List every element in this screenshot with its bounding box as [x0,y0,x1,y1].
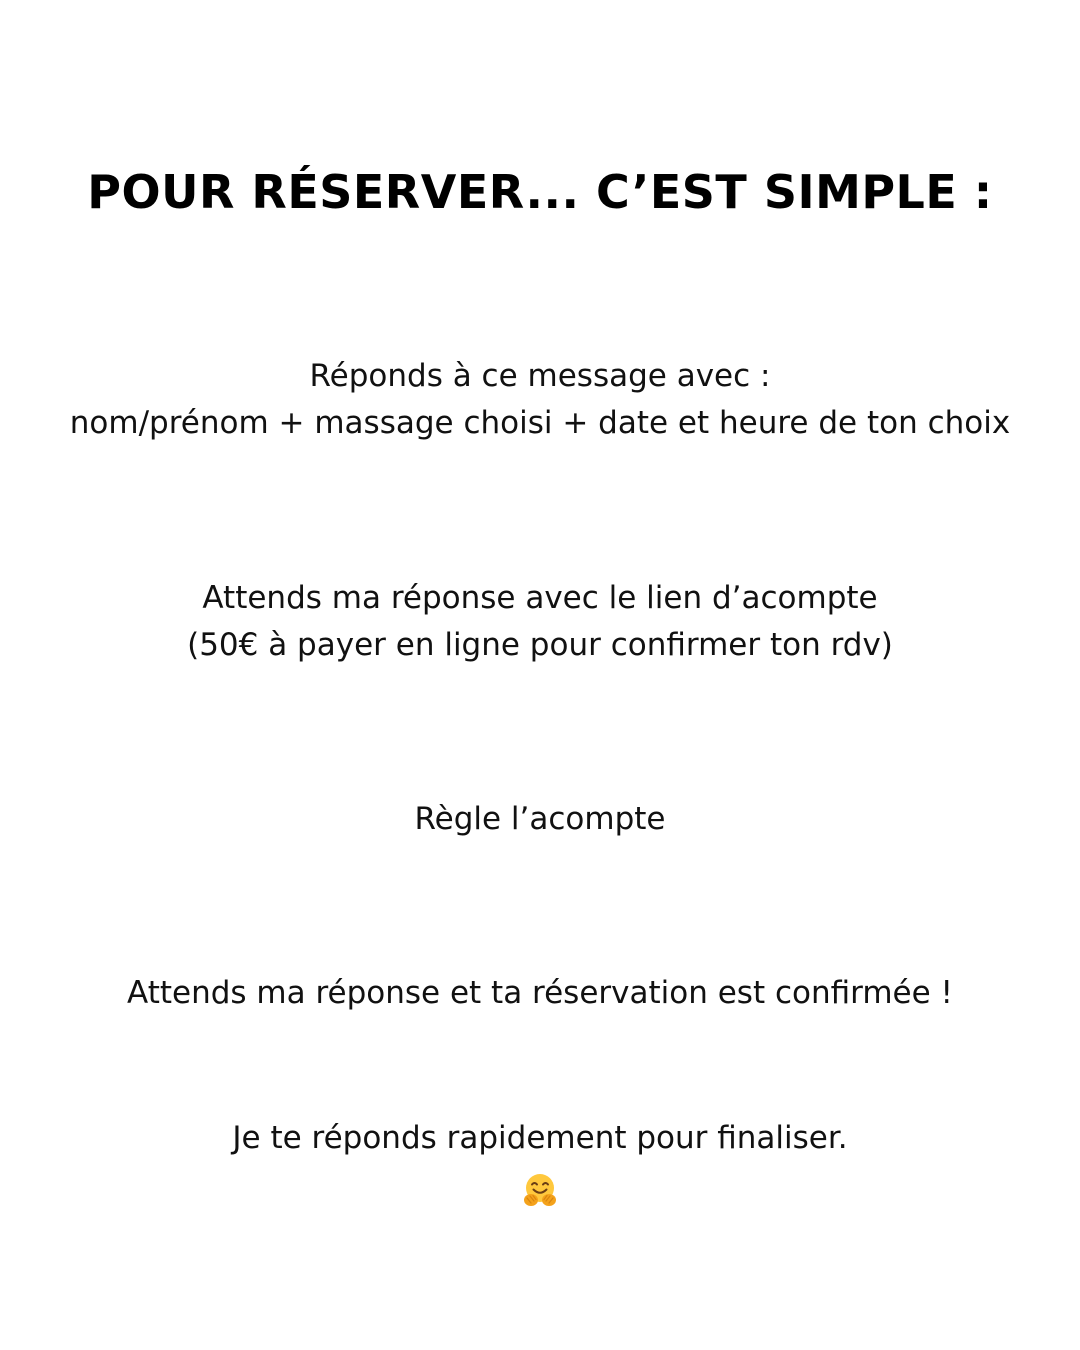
step-line: nom/prénom + massage choisi + date et heure de ton choix [69,405,1011,441]
page-title: POUR RÉSERVER... C’EST SIMPLE : [87,165,993,219]
step-wait-confirmation [0,970,1080,1017]
step-line: Règle l’acompte [414,801,666,837]
step-line: (50€ à payer en ligne pour confirmer ton rdv) [187,627,893,663]
hugging-face-icon [522,1172,558,1208]
closing-message [0,1115,1080,1208]
step-line: Attends ma réponse avec le lien d’acompte [202,580,878,616]
step-pay-deposit [0,796,1080,843]
step-line: Réponds à ce message avec : [309,358,771,394]
step-wait-deposit-link [0,575,1080,669]
closing-text: Je te réponds rapidement pour finaliser. [232,1120,848,1156]
step-line: Attends ma réponse et ta réservation est confirmée ! [127,975,953,1011]
step-reply-with-details [0,353,1080,447]
